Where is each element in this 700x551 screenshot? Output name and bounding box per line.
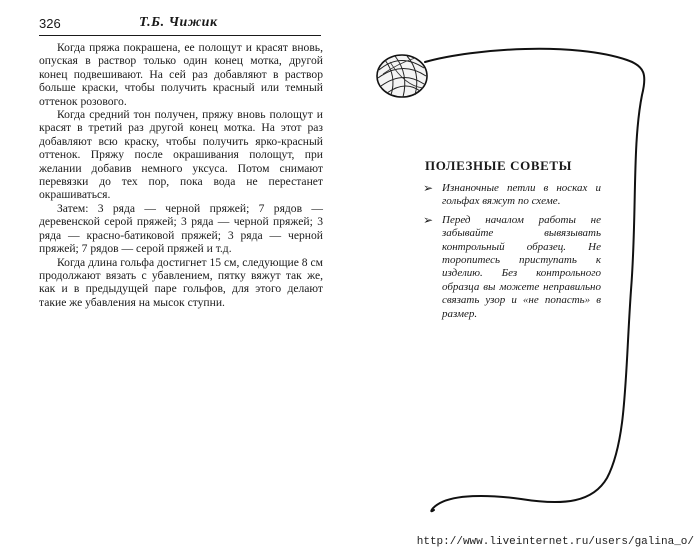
header-rule [39,35,321,36]
body-text [39,41,323,309]
paragraph: Когда пряжа покрашена, ее полощут и красят вновь, опуская в раствор только один конец мотка, другой конец подвешивают. На сей раз добавляют в раствор больше краски, чтобы получить красный или темный оттенок розового. [39,41,323,108]
paragraph: Когда средний тон получен, пряжу вновь полощут и красят в третий раз другой конец мотка. На этот раз добавляют всю краску, чтобы получить ярко-красный оттенок. Пряжу после окрашивания полощут, при желании добавив немного уксуса. Потом снимают перевязки до тех пор, пока вода не перестанет окрашиваться. [39,108,323,202]
tips-title: ПОЛЕЗНЫЕ СОВЕТЫ [425,158,573,173]
left-page [0,0,345,551]
paragraph: Затем: 3 ряда — черной пряжей; 7 рядов — деревенской серой пряжей; 3 ряда — черной пряжей; 3 ряда — красно-батиковой пряжей; 3 ряда — черной пряжей; 7 рядов — серой пряжей и т.д. [39,201,323,256]
tip-text: Изнаночные петли в носках и гольфах вяжут по схеме. [442,182,601,208]
list-item [423,214,601,321]
paragraph: Когда длина гольфа достигнет 15 см, следующие 8 см продолжают вязать с убавлением, пятку вяжут так же, как и в предыдущей паре гольфов, для этого делают такие же убавления на мысок ступни. [39,255,323,309]
page-number: 326 [39,16,61,31]
right-page [345,0,700,551]
list-item [423,182,601,209]
arrow-bullet-icon: ➢ [423,181,434,195]
page-header [39,14,321,34]
source-url: http://www.liveinternet.ru/users/galina_o/ [416,536,694,548]
tips-list [423,182,601,326]
running-head: Т.Б. Чижик [139,15,218,30]
arrow-bullet-icon: ➢ [423,212,434,227]
tip-text: Перед началом работы не забывайте вывязывать контрольный образец. Не торопитесь приступать к изделию. Без контрольного образца вы можете неправильно связать узор и «не попасть» в размер. [442,213,601,320]
yarn-ball-icon [377,55,427,97]
